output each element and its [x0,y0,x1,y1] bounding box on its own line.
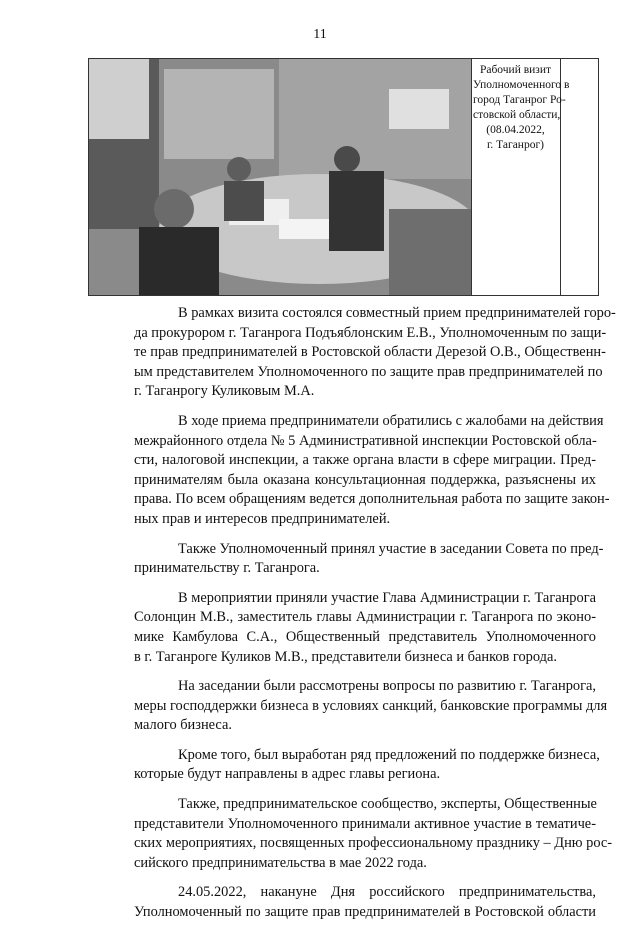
text-line: ым представителем Уполномоченного по защите прав предпринимателей по [134,363,603,380]
text-line: 24.05.2022, накануне Дня российского предпринимательства, [178,884,596,901]
body-text [90,304,616,933]
text-line: г. Таганрогу Куликовым М.А. [134,383,315,400]
caption-line: город Таганрог Ро- [473,94,566,106]
text-line: сти, налоговой инспекции, а также органа власти в сфере миграции. Пред- [134,452,596,469]
text-line: В рамках визита состоялся совместный прием предпринимателей горо- [178,305,616,321]
text-line: Также Уполномоченный принял участие в заседании Совета по пред- [178,540,604,557]
page-number: 11 [313,27,327,42]
text-line: принимательству г. Таганрога. [134,560,320,577]
paragraph [90,412,610,530]
paragraph [90,746,600,785]
photo-table [88,58,599,296]
text-line: Также, предпринимательское сообщество, эксперты, Общественные [178,796,597,813]
text-line: Кроме того, был выработан ряд предложений по поддержке бизнеса, [178,746,600,763]
text-line: те прав предпринимателей в Ростовской области Дерезой О.В., Общественн- [134,344,606,361]
caption-line: г. Таганрог) [486,139,545,151]
caption-line: Уполномоченного в [473,79,570,91]
text-line: Уполномоченный по защите прав предпринимателей в Ростовской области [134,904,596,921]
text-line: принимателям была оказана консультационная поддержка, разъяснены их [134,471,596,488]
text-line: В ходе приема предприниматели обратились с жалобами на действия [178,412,604,429]
text-line: На заседании были рассмотрены вопросы по развитию г. Таганрога, [178,678,596,695]
meeting-photo-image [89,59,471,295]
text-line: меры господдержки бизнеса в условиях санкций, банковские программы для [134,697,608,714]
text-line: межрайонного отдела № 5 Административной инспекции Ростовской обла- [134,432,597,449]
paragraph [90,304,616,402]
text-line: которые будут направлены в адрес главы региона. [134,766,441,783]
paragraph [90,589,596,667]
caption-line: (08.04.2022, [486,124,545,136]
meeting-photo [89,59,472,295]
text-line: права. По всем обращениям ведется дополнительная работа по защите закон- [134,491,610,508]
text-line: ских мероприятиях, посвященных профессиональному празднику – Дню рос- [134,835,613,852]
text-line: Солонцин М.В., заместитель главы Администрации г. Таганрога по эконо- [134,609,596,626]
text-line: малого бизнеса. [134,717,232,734]
paragraph [90,677,608,736]
paragraph [90,883,596,922]
text-line: в г. Таганроге Куликов М.В., представители бизнеса и банков города. [134,648,557,665]
text-line: В мероприятии приняли участие Глава Администрации г. Таганрога [178,589,596,606]
caption-line: стовской области, [473,109,561,121]
photo-caption-cell [471,59,598,295]
text-line: сийского предпринимательства в мае 2022 года. [134,854,427,871]
paragraph [90,795,613,873]
caption-line: Рабочий визит [479,64,552,76]
photo-caption [471,59,570,295]
paragraph [90,540,604,579]
text-line: представители Уполномоченного принимали активное участие в тематиче- [134,815,596,832]
text-line: да прокурором г. Таганрога Подъяблонским Е.В., Уполномоченным по защи- [134,324,607,341]
text-line: ных прав и интересов предпринимателей. [134,510,391,527]
text-line: мике Камбулова С.А., Общественный представитель Уполномоченного [134,628,596,645]
